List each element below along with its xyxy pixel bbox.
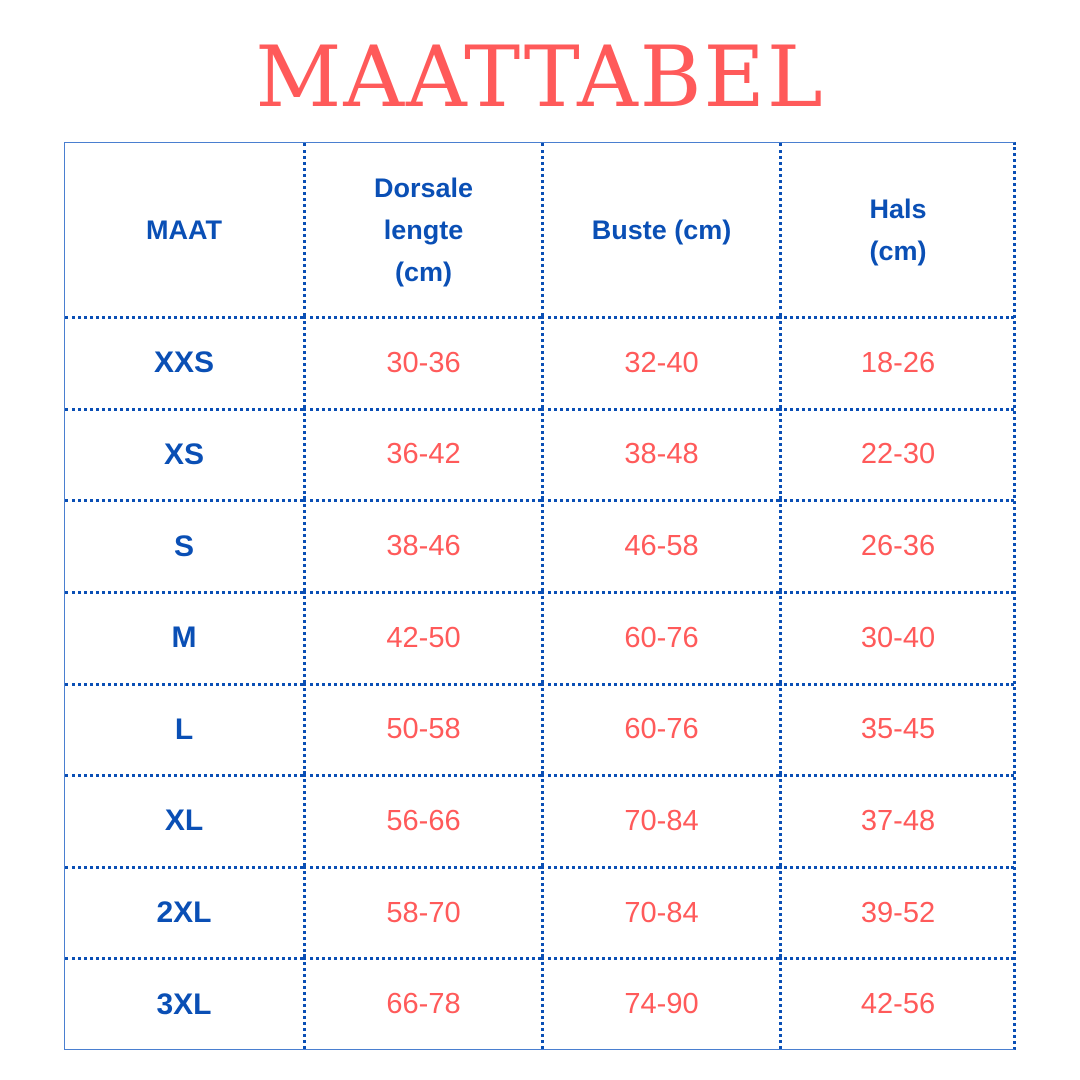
size-label: 3XL [65,957,303,1049]
measurement-value: 58-70 [303,866,541,958]
column-header-line: Dorsale [373,172,474,203]
measurement-value: 32-40 [541,316,779,408]
measurement-value: 74-90 [541,957,779,1049]
measurement-value: 42-56 [779,957,1014,1049]
column-header [779,143,1014,316]
size-label: 2XL [65,866,303,958]
measurement-value: 60-76 [541,683,779,775]
column-header-line: (cm) [869,235,927,266]
measurement-value: 42-50 [303,591,541,683]
column-header-line: Hals [869,193,927,224]
measurement-value: 50-58 [303,683,541,775]
measurement-value: 18-26 [779,316,1014,408]
measurement-value: 66-78 [303,957,541,1049]
measurement-value: 26-36 [779,499,1014,591]
measurement-value: 70-84 [541,774,779,866]
measurement-value: 22-30 [779,408,1014,500]
measurement-value: 35-45 [779,683,1014,775]
measurement-value: 46-58 [541,499,779,591]
measurement-value: 37-48 [779,774,1014,866]
measurement-value: 38-46 [303,499,541,591]
measurement-value: 30-40 [779,591,1014,683]
size-label: XXS [65,316,303,408]
column-header [65,143,303,316]
size-table [64,142,1016,1050]
column-header-line: Buste (cm) [591,214,732,245]
measurement-value: 36-42 [303,408,541,500]
size-label: XS [65,408,303,500]
size-label: XL [65,774,303,866]
size-label: L [65,683,303,775]
measurement-value: 70-84 [541,866,779,958]
measurement-value: 56-66 [303,774,541,866]
measurement-value: 38-48 [541,408,779,500]
measurement-value: 39-52 [779,866,1014,958]
size-label: S [65,499,303,591]
column-header-line: MAAT [146,214,222,245]
measurement-value: 30-36 [303,316,541,408]
column-header [541,143,779,316]
column-header-line: lengte [383,214,464,245]
column-header-line: (cm) [394,256,452,287]
column-header [303,143,541,316]
measurement-value: 60-76 [541,591,779,683]
size-label: M [65,591,303,683]
page-title: MAATTABEL [255,28,825,126]
